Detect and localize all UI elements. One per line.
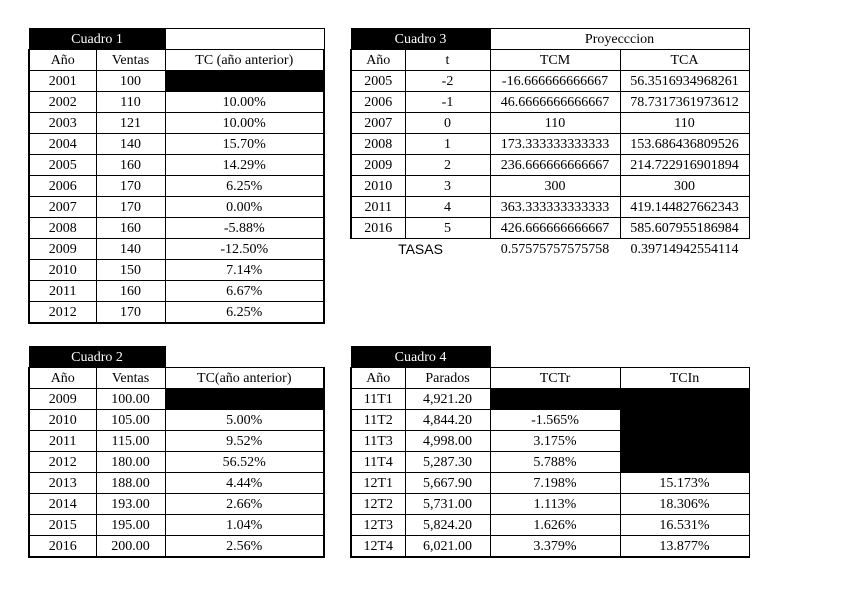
table-cell: 160 [96,281,165,302]
table-cell: -1 [405,92,490,113]
cuadro-1-table [28,28,325,324]
cuadro-3-group-header: Proyecccion [490,29,749,50]
cuadro-2-table [28,346,325,558]
table-cell: 6.25% [165,302,324,324]
table-cell: 2001 [29,71,96,92]
filled-cell [620,389,749,410]
table-cell: 110 [620,113,749,134]
table-cell: 2008 [29,218,96,239]
table-cell: 12T3 [351,515,405,536]
table-cell: 1 [405,134,490,155]
table-cell: 188.00 [96,473,165,494]
table-cell: 46.6666666666667 [490,92,620,113]
table-row [29,473,324,494]
table-cell: -16.666666666667 [490,71,620,92]
table-cell: 5,667.90 [405,473,490,494]
table-row [29,452,324,473]
table-cell: 15.173% [620,473,749,494]
tasas-value: 0.57575757575758 [500,241,610,257]
filled-cell [165,71,324,92]
column-header: TC(año anterior) [165,368,324,389]
table-cell: 180.00 [96,452,165,473]
table-cell: 2.56% [165,536,324,558]
filled-cell [165,389,324,410]
table-cell: 14.29% [165,155,324,176]
table-cell: 5,731.00 [405,494,490,515]
cuadro-2-header-row [29,368,324,389]
table-cell: 13.877% [620,536,749,558]
table-cell: 2016 [29,536,96,558]
table-cell: 170 [96,176,165,197]
table-cell: 100 [96,71,165,92]
table-cell: 2012 [29,452,96,473]
table-cell: 2005 [351,71,405,92]
table-row [29,155,324,176]
table-row [29,71,324,92]
table-cell: 160 [96,218,165,239]
table-row [351,473,749,494]
filled-cell [620,431,749,452]
table-cell: 15.70% [165,134,324,155]
table-cell: 105.00 [96,410,165,431]
table-row [29,176,324,197]
table-row [29,389,324,410]
table-cell: 5 [405,218,490,239]
table-cell: 11T3 [351,431,405,452]
table-row [351,515,749,536]
table-cell: 140 [96,134,165,155]
table-cell: 150 [96,260,165,281]
table-row [29,239,324,260]
table-cell: 2009 [351,155,405,176]
table-cell: 0.00% [165,197,324,218]
table-cell: 200.00 [96,536,165,558]
table-cell: 11T4 [351,452,405,473]
column-header: TCIn [620,368,749,389]
table-cell: 363.333333333333 [490,197,620,218]
cuadro-2-title-row [29,347,324,368]
table-cell: 173.333333333333 [490,134,620,155]
column-header: Año [29,50,96,71]
table-cell: 300 [490,176,620,197]
table-cell: 160 [96,155,165,176]
table-cell: 110 [490,113,620,134]
table-cell: 170 [96,197,165,218]
table-cell: 2011 [29,281,96,302]
table-cell: -12.50% [165,239,324,260]
column-header: Año [351,50,405,71]
table-cell: 214.722916901894 [620,155,749,176]
table-row [29,113,324,134]
table-cell: 2009 [29,239,96,260]
column-header: TC (año anterior) [165,50,324,71]
table-cell: 121 [96,113,165,134]
table-cell: 4 [405,197,490,218]
column-header: TCM [490,50,620,71]
cuadro-2-title: Cuadro 2 [29,347,165,368]
table-cell: 78.7317361973612 [620,92,749,113]
table-cell: 0 [405,113,490,134]
table-cell: 10.00% [165,113,324,134]
table-cell: 115.00 [96,431,165,452]
table-cell: 2005 [29,155,96,176]
table-row [29,302,324,324]
table-row [29,218,324,239]
table-row [29,494,324,515]
table-cell: 2007 [29,197,96,218]
table-cell: 2010 [351,176,405,197]
table-cell: 4,921.20 [405,389,490,410]
table-cell: 56.3516934968261 [620,71,749,92]
table-cell: 12T1 [351,473,405,494]
table-cell: 5.788% [490,452,620,473]
cuadro-1-header-row [29,50,324,71]
table-row [351,218,749,239]
table-row [29,431,324,452]
tasas-value: 0.39714942554114 [630,241,739,257]
cuadro-1-title-blank [165,29,324,50]
cuadro-3-header-row [351,50,749,71]
table-cell: 12T2 [351,494,405,515]
filled-cell [490,389,620,410]
table-cell: 11T2 [351,410,405,431]
table-cell: 426.666666666667 [490,218,620,239]
column-header: Parados [405,368,490,389]
table-row [29,92,324,113]
table-cell: 2010 [29,260,96,281]
table-row [351,536,749,558]
table-row [29,410,324,431]
table-cell: -1.565% [490,410,620,431]
table-row [351,176,749,197]
table-row [351,134,749,155]
table-row [351,431,749,452]
table-cell: 153.686436809526 [620,134,749,155]
cuadro-4-header-row [351,368,749,389]
table-cell: 7.198% [490,473,620,494]
table-cell: 2015 [29,515,96,536]
table-cell: 2006 [29,176,96,197]
table-cell: 1.04% [165,515,324,536]
table-cell: 6,021.00 [405,536,490,558]
column-header: Ventas [96,50,165,71]
table-cell: 3.379% [490,536,620,558]
cuadro-1-title: Cuadro 1 [29,29,165,50]
filled-cell [620,452,749,473]
tasas-row [351,239,749,260]
table-cell: 1.626% [490,515,620,536]
table-cell: 585.607955186984 [620,218,749,239]
table-cell: 9.52% [165,431,324,452]
column-header: Año [29,368,96,389]
table-cell: 1.113% [490,494,620,515]
table-cell: 419.144827662343 [620,197,749,218]
cuadro-1-title-row [29,29,324,50]
table-row [351,452,749,473]
table-cell: 3 [405,176,490,197]
table-cell: -2 [405,71,490,92]
table-row [29,515,324,536]
table-row [351,389,749,410]
table-row [351,92,749,113]
cuadro-4-title-blank [490,347,749,368]
tasas-label: TASAS [398,240,443,257]
cuadro-3-title: Cuadro 3 [351,29,490,50]
table-cell: 4.44% [165,473,324,494]
table-cell: 2003 [29,113,96,134]
table-row [29,536,324,558]
cuadro-4-table [350,346,750,558]
table-cell: 2010 [29,410,96,431]
column-header: Ventas [96,368,165,389]
table-row [351,494,749,515]
table-row [351,410,749,431]
table-row [351,155,749,176]
table-cell: 12T4 [351,536,405,558]
column-header: t [405,50,490,71]
table-cell: 10.00% [165,92,324,113]
cuadro-4-title: Cuadro 4 [351,347,490,368]
table-cell: 2.66% [165,494,324,515]
cuadro-4-title-row [351,347,749,368]
table-cell: 11T1 [351,389,405,410]
table-cell: 2007 [351,113,405,134]
table-cell: 6.67% [165,281,324,302]
table-row [29,134,324,155]
table-cell: 2014 [29,494,96,515]
table-cell: 2013 [29,473,96,494]
table-cell: 2006 [351,92,405,113]
table-cell: 236.666666666667 [490,155,620,176]
table-cell: 193.00 [96,494,165,515]
table-cell: 2 [405,155,490,176]
table-cell: 300 [620,176,749,197]
table-cell: 7.14% [165,260,324,281]
table-cell: 2008 [351,134,405,155]
table-cell: 4,998.00 [405,431,490,452]
table-row [29,197,324,218]
table-cell: 2012 [29,302,96,324]
filled-cell [620,410,749,431]
table-cell: 56.52% [165,452,324,473]
table-cell: 5.00% [165,410,324,431]
column-header: Año [351,368,405,389]
cuadro-3-title-row [351,29,749,50]
table-cell: 6.25% [165,176,324,197]
table-cell: -5.88% [165,218,324,239]
table-cell: 2009 [29,389,96,410]
table-cell: 2002 [29,92,96,113]
table-cell: 2011 [29,431,96,452]
table-row [351,113,749,134]
table-cell: 2011 [351,197,405,218]
table-cell: 16.531% [620,515,749,536]
column-header: TCA [620,50,749,71]
table-cell: 170 [96,302,165,324]
table-cell: 2016 [351,218,405,239]
table-row [29,281,324,302]
table-cell: 195.00 [96,515,165,536]
table-cell: 5,287.30 [405,452,490,473]
table-row [351,197,749,218]
column-header: TCTr [490,368,620,389]
table-row [29,260,324,281]
table-cell: 2004 [29,134,96,155]
table-cell: 140 [96,239,165,260]
table-cell: 3.175% [490,431,620,452]
table-cell: 110 [96,92,165,113]
table-row [351,71,749,92]
table-cell: 4,844.20 [405,410,490,431]
cuadro-2-title-blank [165,347,324,368]
table-cell: 5,824.20 [405,515,490,536]
table-cell: 18.306% [620,494,749,515]
table-cell: 100.00 [96,389,165,410]
cuadro-3-table [350,28,750,259]
